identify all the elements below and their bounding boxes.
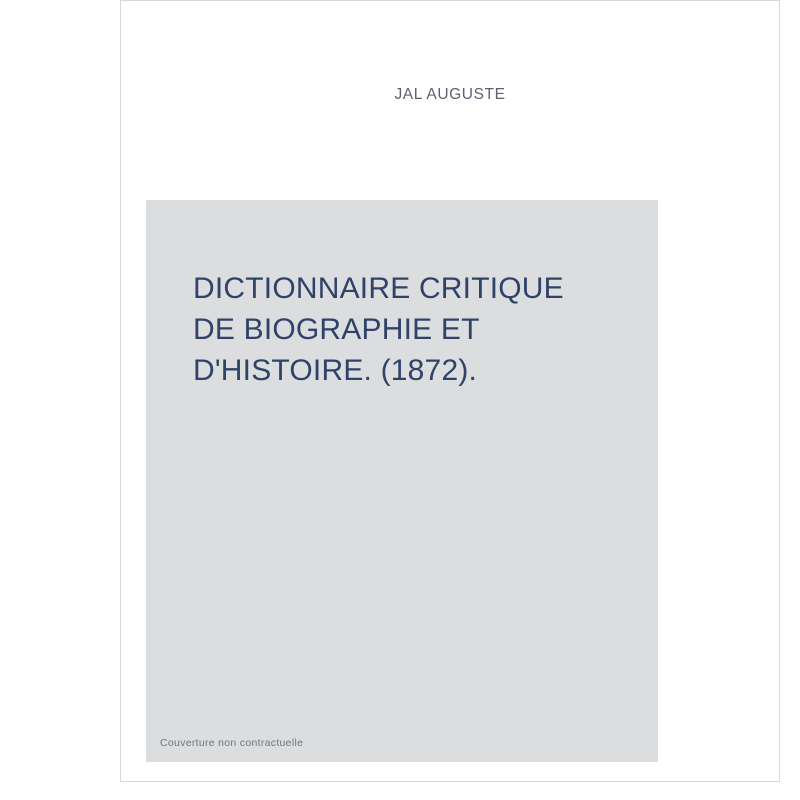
title-line-3: D'HISTOIRE. (1872).: [193, 354, 478, 387]
page-left-margin: [0, 0, 120, 800]
book-cover-sheet: [120, 0, 780, 782]
cover-disclaimer-note: Couverture non contractuelle: [160, 737, 304, 749]
title-line-1: DICTIONNAIRE CRITIQUE: [193, 272, 564, 305]
page-bottom-margin: [0, 782, 800, 800]
title-panel: [146, 200, 658, 762]
title-line-2: DE BIOGRAPHIE ET: [193, 313, 480, 346]
title-block: [193, 268, 633, 391]
author-name: JAL AUGUSTE: [394, 86, 506, 103]
